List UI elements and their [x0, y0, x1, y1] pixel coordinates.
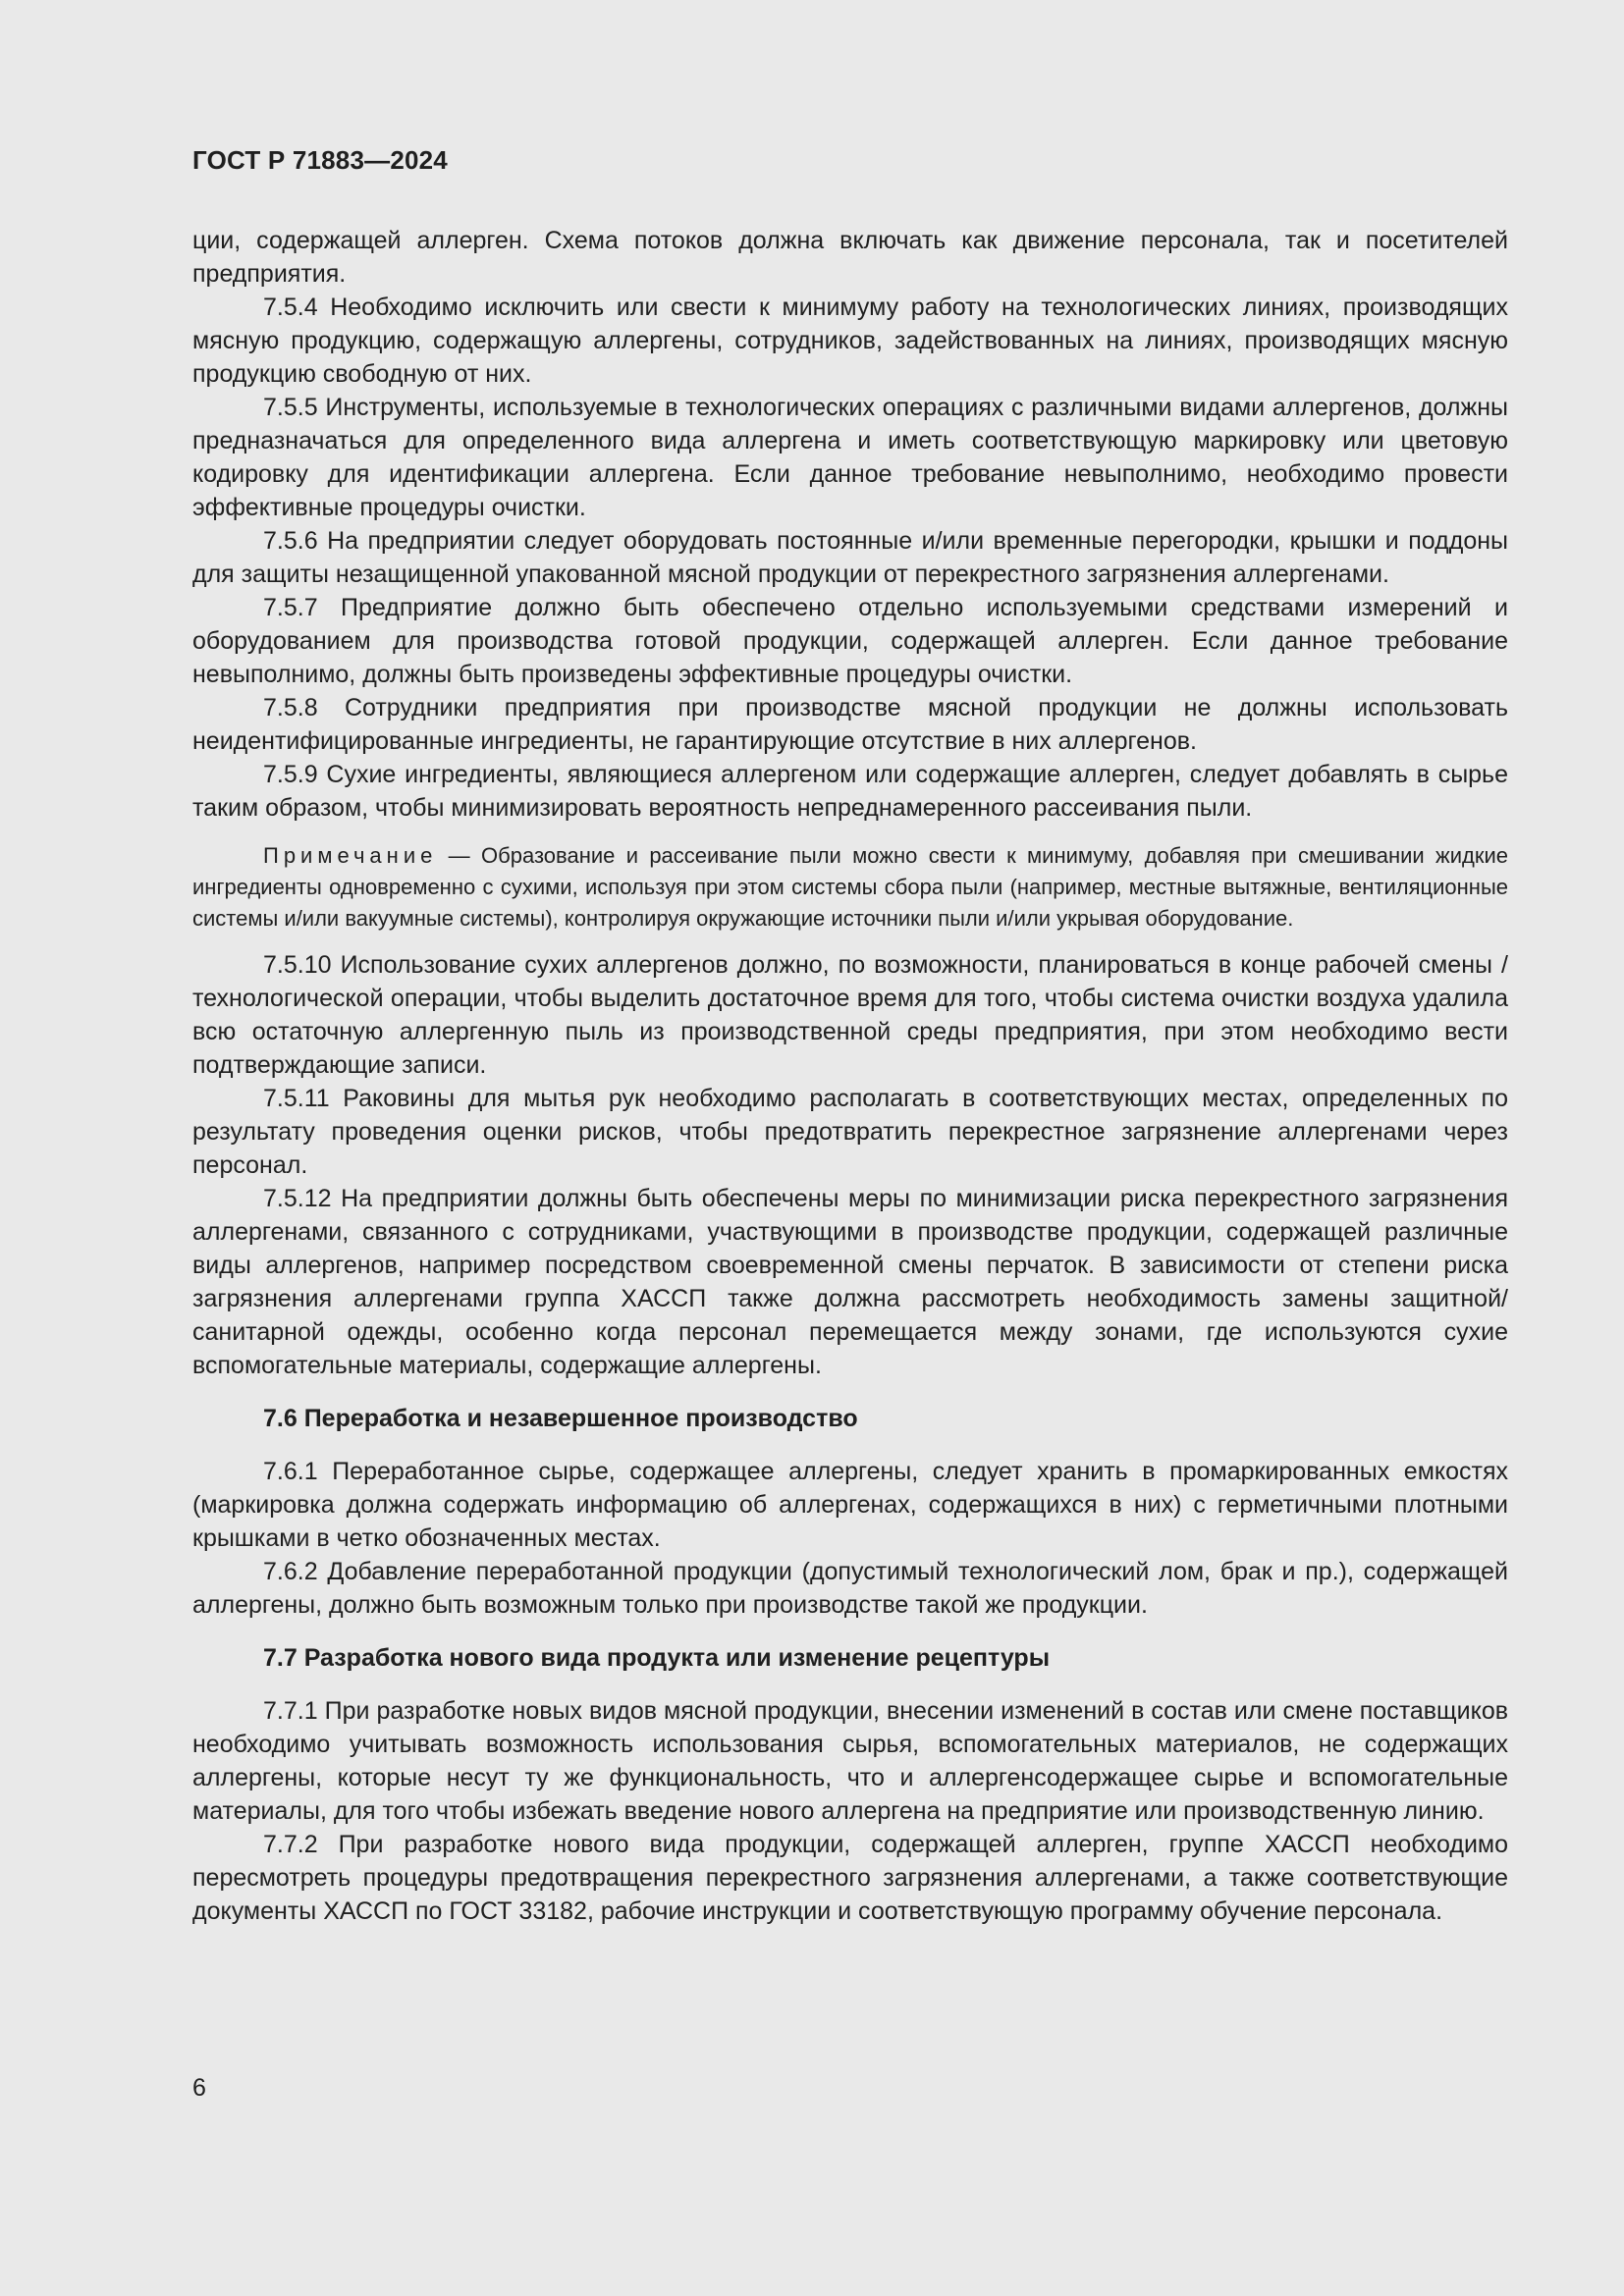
section-heading-7-7: 7.7 Разработка нового вида продукта или изменение рецептуры	[263, 1644, 1051, 1672]
section-heading-7-6: 7.6 Переработка и незавершенное производство	[263, 1405, 858, 1432]
note-label: Примечание	[263, 843, 438, 868]
paragraph-7-5-5: 7.5.5 Инструменты, используемые в технологических операциях с различными видами аллергенов, должны предназначаться для определенного вида аллергена и иметь соответствующую маркировку или цветовую кодировку для идентификации аллергена. Если данное требование невыполнимо, необходимо провести эффективные процедуры очистки.	[192, 394, 1508, 521]
paragraph-7-7-2: 7.7.2 При разработке нового вида продукции, содержащей аллерген, группе ХАССП необходимо пересмотреть процедуры предотвращения перекрестного загрязнения аллергенами, а также соответствующие документы ХАССП по ГОСТ 33182, рабочие инструкции и соответствующую программу обучение персонала.	[192, 1831, 1508, 1925]
page-number: 6	[192, 2074, 206, 2102]
paragraph-7-5-6: 7.5.6 На предприятии следует оборудовать постоянные и/или временные перегородки, крышки и поддоны для защиты незащищенной упакованной мясной продукции от перекрестного загрязнения аллергенами.	[192, 527, 1508, 588]
paragraph-7-5-9: 7.5.9 Сухие ингредиенты, являющиеся аллергеном или содержащие аллерген, следует добавлять в сырье таким образом, чтобы минимизировать вероятность непреднамеренного рассеивания пыли.	[192, 761, 1508, 822]
note-block	[192, 840, 1508, 934]
document-code-header: ГОСТ Р 71883—2024	[192, 145, 448, 175]
paragraph-7-5-11: 7.5.11 Раковины для мытья рук необходимо располагать в соответствующих местах, определенных по результату проведения оценки рисков, чтобы предотвратить перекрестное загрязнение аллергенами через персонал.	[192, 1085, 1508, 1179]
paragraph-continuation: ции, содержащей аллерген. Схема потоков должна включать как движение персонала, так и посетителей предприятия.	[192, 227, 1508, 288]
paragraph-7-7-1: 7.7.1 При разработке новых видов мясной продукции, внесении изменений в состав или смене поставщиков необходимо учитывать возможность использования сырья, вспомогательных материалов, не содержащих аллергены, которые несут ту же функциональность, что и аллергенсодержащее сырье и вспомогательные материалы, для того чтобы избежать введение нового аллергена на предприятие или производственную линию.	[192, 1697, 1508, 1825]
paragraph-7-5-12: 7.5.12 На предприятии должны быть обеспечены меры по минимизации риска перекрестного загрязнения аллергенами, связанного с сотрудниками, участвующими в производстве продукции, содержащей различные виды аллергенов, например посредством своевременной смены перчаток. В зависимости от степени риска загрязнения аллергенами группа ХАССП также должна рассмотреть необходимость замены защитной/санитарной одежды, особенно когда персонал перемещается между зонами, где используются сухие вспомогательные материалы, содержащие аллергены.	[192, 1185, 1508, 1379]
paragraph-7-6-1: 7.6.1 Переработанное сырье, содержащее аллергены, следует хранить в промаркированных емкостях (маркировка должна содержать информацию об аллергенах, содержащихся в них) с герметичными плотными крышками в четко обозначенных местах.	[192, 1458, 1508, 1552]
paragraph-7-5-7: 7.5.7 Предприятие должно быть обеспечено отдельно используемыми средствами измерений и оборудованием для производства готовой продукции, содержащей аллерген. Если данное требование невыполнимо, должны быть произведены эффективные процедуры очистки.	[192, 594, 1508, 688]
document-body	[192, 224, 1508, 1928]
paragraph-7-6-2: 7.6.2 Добавление переработанной продукции (допустимый технологический лом, брак и пр.), содержащей аллергены, должно быть возможным только при производстве такой же продукции.	[192, 1558, 1508, 1619]
note-text: — Образование и рассеивание пыли можно свести к минимуму, добавляя при смешивании жидкие ингредиенты одновременно с сухими, используя при этом системы сбора пыли (например, местные вытяжные, вентиляционные системы и/или вакуумные системы), контролируя окружающие источники пыли и/или укрывая оборудование.	[192, 843, 1508, 931]
paragraph-7-5-4: 7.5.4 Необходимо исключить или свести к минимуму работу на технологических линиях, производящих мясную продукцию, содержащую аллергены, сотрудников, задействованных на линиях, производящих мясную продукцию свободную от них.	[192, 294, 1508, 388]
paragraph-7-5-10: 7.5.10 Использование сухих аллергенов должно, по возможности, планироваться в конце рабочей смены / технологической операции, чтобы выделить достаточное время для того, чтобы система очистки воздуха удалила всю остаточную аллергенную пыль из производственной среды предприятия, при этом необходимо вести подтверждающие записи.	[192, 951, 1508, 1079]
paragraph-7-5-8: 7.5.8 Сотрудники предприятия при производстве мясной продукции не должны использовать неидентифицированные ингредиенты, не гарантирующие отсутствие в них аллергенов.	[192, 694, 1508, 755]
